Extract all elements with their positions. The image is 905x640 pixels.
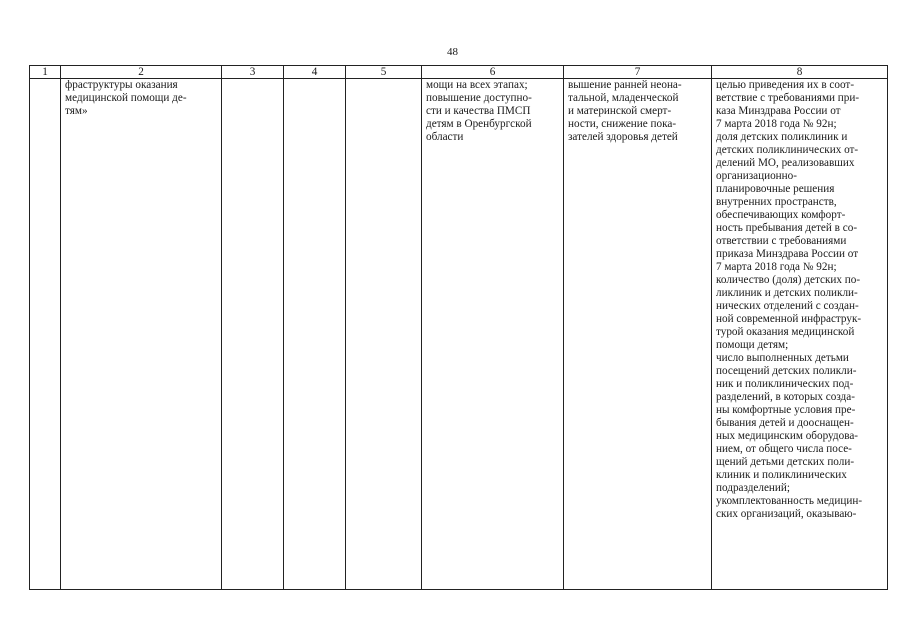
cell-line: нических отделений с создан- [716, 300, 859, 312]
cell-line: бывания детей и дооснащен- [716, 417, 854, 429]
cell-col2 [61, 79, 222, 590]
cell-line: мощи на всех этапах; [426, 79, 528, 91]
document-table [29, 65, 888, 590]
cell-line: медицинской помощи де- [65, 92, 187, 104]
column-number-row [30, 66, 888, 79]
cell-line: укомплектованность медицин- [716, 495, 863, 507]
cell-line: ной современной инфраструк- [716, 313, 862, 325]
column-number: 6 [422, 66, 564, 79]
cell-line: обеспечивающих комфорт- [716, 209, 846, 221]
cell-line: делений МО, реализовавших [716, 157, 855, 169]
column-number: 2 [61, 66, 222, 79]
cell-line: доля детских поликлиник и [716, 131, 848, 143]
cell-line: подразделений; [716, 482, 791, 494]
cell-line: посещений детских поликли- [716, 365, 857, 377]
cell-col1 [30, 79, 61, 590]
cell-line: 7 марта 2018 года № 92н; [716, 118, 837, 130]
cell-line: целью приведения их в соот- [716, 79, 855, 91]
cell-line: 7 марта 2018 года № 92н; [716, 261, 837, 273]
cell-line: вышение ранней неона- [568, 79, 682, 91]
cell-line: детских поликлинических от- [716, 144, 859, 156]
table-row [30, 79, 888, 590]
cell-line: количество (доля) детских по- [716, 274, 861, 286]
page-number: 48 [447, 46, 458, 58]
cell-line: каза Минздрава России от [716, 105, 841, 117]
cell-line: сти и качества ПМСП [426, 105, 531, 117]
column-number: 4 [284, 66, 346, 79]
cell-col6 [422, 79, 564, 590]
cell-col5 [346, 79, 422, 590]
cell-line: тальной, младенческой [568, 92, 679, 104]
column-number: 7 [564, 66, 712, 79]
cell-line: ответствии с требованиями [716, 235, 847, 247]
column-number: 8 [712, 66, 888, 79]
column-number: 3 [222, 66, 284, 79]
cell-col4 [284, 79, 346, 590]
cell-line: ность пребывания детей в со- [716, 222, 858, 234]
cell-line: разделений, в которых созда- [716, 391, 855, 403]
cell-line: фраструктуры оказания [65, 79, 178, 91]
cell-line: детям в Оренбургской [426, 118, 532, 130]
cell-line: области [426, 131, 464, 143]
cell-line: зателей здоровья детей [568, 131, 678, 143]
cell-line: нием, от общего числа посе- [716, 443, 852, 455]
cell-line: планировочные решения [716, 183, 835, 195]
cell-line: организационно- [716, 170, 797, 182]
cell-line: помощи детям; [716, 339, 789, 351]
cell-line: клиник и поликлинических [716, 469, 847, 481]
cell-line: щений детьми детских поли- [716, 456, 855, 468]
cell-line: ности, снижение пока- [568, 118, 677, 130]
cell-line: ных медицинским оборудова- [716, 430, 859, 442]
cell-line: турой оказания медицинской [716, 326, 855, 338]
cell-line: и материнской смерт- [568, 105, 672, 117]
cell-line: ны комфортные условия пре- [716, 404, 856, 416]
cell-line: ветствие с требованиями при- [716, 92, 860, 104]
cell-col3 [222, 79, 284, 590]
column-number: 1 [30, 66, 61, 79]
column-number: 5 [346, 66, 422, 79]
cell-line: число выполненных детьми [716, 352, 849, 364]
cell-line: ник и поликлинических под- [716, 378, 854, 390]
cell-line: тям» [65, 105, 88, 117]
cell-line: ских организаций, оказываю- [716, 508, 857, 520]
cell-line: ликлиник и детских поликли- [716, 287, 858, 299]
cell-col8 [712, 79, 888, 590]
cell-line: приказа Минздрава России от [716, 248, 859, 260]
cell-line: повышение доступно- [426, 92, 532, 104]
cell-line: внутренних пространств, [716, 196, 837, 208]
cell-col7 [564, 79, 712, 590]
